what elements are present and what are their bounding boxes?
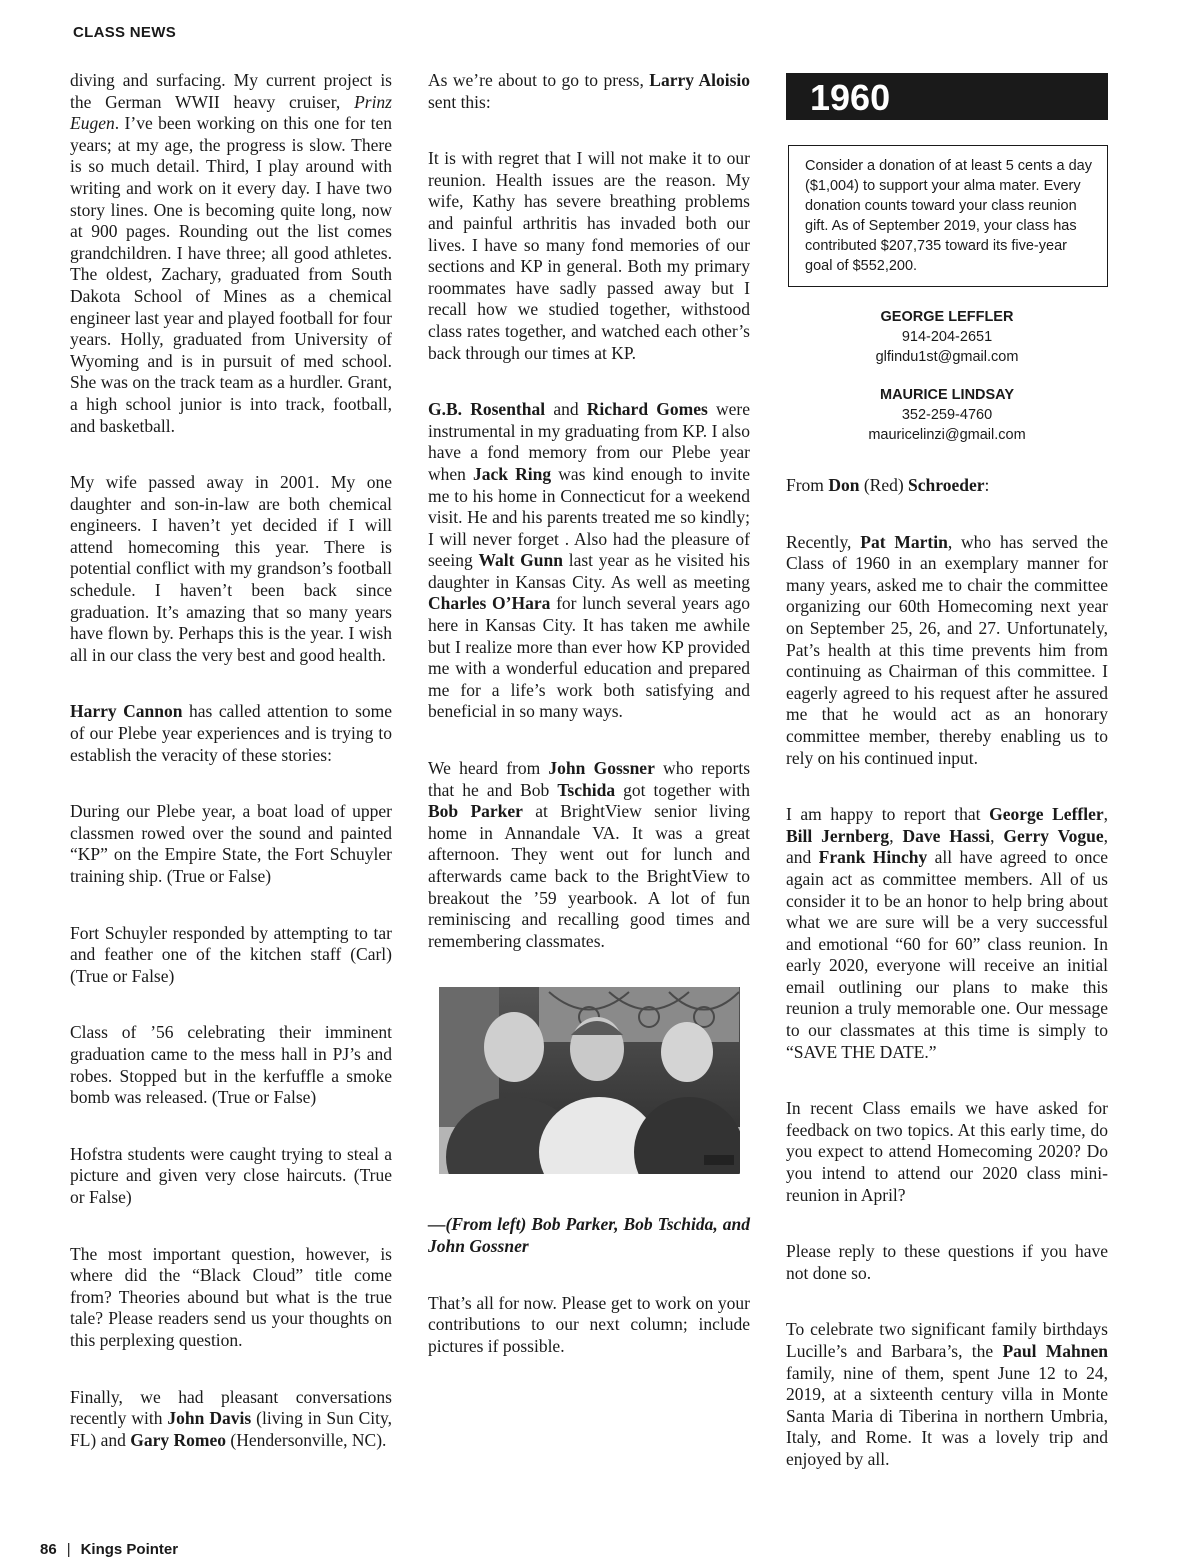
paragraph: It is with regret that I will not make it to our reunion. Health issues are the reason. My wife, Kathy has severe breathing problems and painful arthritis has invaded both our lives. I have so many fond memories of our sections and KP in general. Both my primary roommates have sadly passed away but I recall how we studied together, withstood class rates together, and watched each other’s back through our times at KP. — [428, 148, 750, 363]
paragraph: My wife passed away in 2001. My one daughter and son-in-law are both chemical engineers. I haven’t yet decided if I will attend homecoming this year. There is potential conflict with my grandson’s football schedule. I haven’t been back since graduation. It’s amazing that so many years have flown by. Perhaps this is the year. I wish all in our class the very best and good health. — [70, 472, 392, 665]
person-name: Schroeder — [908, 475, 985, 495]
text: We heard from — [428, 758, 549, 779]
text: were instrumental in my graduating from KP. I also have a fond memory from our Plebe year when — [428, 399, 750, 484]
class-year-banner: 1960 — [786, 73, 1108, 120]
footer-separator: | — [66, 1541, 71, 1558]
publication-name: Kings Pointer — [80, 1541, 179, 1558]
person-name: Jack Ring — [473, 463, 552, 484]
contact-phone: 914-204-2651 — [901, 329, 993, 345]
column-2 — [428, 70, 750, 1392]
paragraph: Please reply to these questions if you have not done so. — [786, 1241, 1108, 1283]
paragraph: During our Plebe year, a boat load of upper classmen rowed over the sound and painted “KP” on the Empire State, the Fort Schuyler training ship. (True or False) — [70, 801, 392, 886]
paragraph — [786, 475, 1108, 497]
person-name: Larry Aloisio — [649, 70, 750, 90]
contact-block — [786, 385, 1108, 445]
paragraph: Fort Schuyler responded by attempting to tar and feather one of the kitchen staff (Carl) (True or False) — [70, 922, 392, 986]
text: got together with — [615, 779, 750, 800]
contact-block — [786, 307, 1108, 367]
text: , who has served the Class of 1960 in an exemplary manner for many years, asked me to chair the committee organizing our 60th Homecoming next year on September 25, 26, and 27. Unfortunately, Pat’s health at this time prevents him from continuing as Chairman of this committee. I eagerly agreed to his request after he assured me that he would act as an honorary committee member, thereby enabling us to rely on his continued input. — [786, 531, 1108, 768]
paragraph — [428, 399, 750, 723]
paragraph: Class of ’56 celebrating their imminent graduation came to the mess hall in PJ’s and robes. Stopped but in the kerfuffle a smoke bomb was released. (True or False) — [70, 1022, 392, 1108]
person-name: Bill Jernberg — [786, 825, 890, 846]
contact-name: MAURICE LINDSAY — [879, 387, 1014, 403]
text: family, nine of them, spent June 12 to 24, 2019, at a sixteenth century villa in Monte Santa Maria di Tiberina in northern Umbria, Italy, and Rome. It was a lovely trip and enjoyed by all. — [786, 1362, 1108, 1469]
person-name: G.B. Rosenthal — [428, 399, 546, 420]
group-photo — [439, 987, 740, 1174]
paragraph — [70, 701, 392, 766]
paragraph: That’s all for now. Please get to work on your contributions to our next column; include pictures if possible. — [428, 1292, 750, 1356]
person-name: John Davis — [167, 1408, 252, 1429]
paragraph — [786, 1319, 1108, 1470]
text: From — [786, 475, 829, 495]
person-name: Paul Mahnen — [1002, 1341, 1108, 1361]
text: Finally, we had pleasant conversations recently with — [70, 1386, 392, 1429]
page-footer — [40, 1541, 178, 1558]
text: . I’ve been working on this one for ten years; at my age, the progress is slow. There is so much detail. Third, I play around with writing and work on it every day. I have two story lines. One is becoming quite long, now at 900 pages. Rounding out the list comes grandchildren. I have three; all good athletes. The oldest, Zachary, graduated from South Dakota School of Mines as a chemical engineer last year and played football for four years. Holly, graduated from University of Wyoming and is in pursuit of med school. She was on the track team as a hurdler. Grant, a high school junior is into track, football, and basketball. — [70, 113, 392, 436]
section-header: CLASS NEWS — [73, 24, 177, 41]
photo-caption: —(From left) Bob Parker, Bob Tschida, and John Gossner — [428, 1214, 750, 1256]
text: To celebrate two significant family birthdays Lucille’s and Barbara’s, the — [786, 1319, 1108, 1361]
paragraph: In recent Class emails we have asked for feedback on two topics. At this early time, do you expect to attend Homecoming 2020? Do you intend to attend our 2020 class mini-reunion in April? — [786, 1098, 1108, 1205]
text: (Hendersonville, NC). — [226, 1429, 387, 1450]
person-name: Harry Cannon — [70, 701, 183, 722]
person-name: Don — [828, 475, 860, 495]
group-photo-image — [439, 987, 740, 1174]
text: at BrightView senior living home in Annandale VA. It was a great afternoon. They went out for lunch and afterwards came back to the BrightView to breakout the ’59 yearbook. A lot of fun reminiscing and recalling good times and remembering classmates. — [428, 801, 751, 951]
text: sent this: — [428, 91, 491, 112]
text: last year as he visited his daughter in Kansas City. As well as meeting — [428, 550, 750, 592]
text: all have agreed to once again act as committee members. All of us consider it to be an honor to help bring about what we are sure will be a very successful and emotional “60 for 60” class reunion. In early 2020, everyone will receive an initial email outlining our plans to make this reunion a truly memorable one. Our message to our classmates at this time is simply to “SAVE THE DATE.” — [786, 847, 1108, 1062]
paragraph — [428, 70, 750, 113]
text: , — [990, 825, 1004, 846]
person-name: Richard Gomes — [586, 399, 708, 420]
person-name: George Leffler — [989, 804, 1104, 825]
person-name: Tschida — [557, 779, 616, 800]
text: was kind enough to invite me to his home in Connecticut for a weekend visit. He and his parents treated me so kindly; I will never forget . Also had the pleasure of seeing — [428, 463, 751, 571]
paragraph — [70, 70, 392, 437]
person-name: Gerry Vogue — [1003, 825, 1104, 846]
text: and — [545, 399, 587, 420]
person-name: Gary Romeo — [130, 1429, 227, 1450]
paragraph — [786, 532, 1108, 770]
text: As we’re about to go to press, — [428, 70, 650, 90]
person-name: Dave Hassi — [902, 825, 991, 846]
paragraph — [428, 758, 750, 952]
column-3 — [786, 73, 1108, 1506]
text: diving and surfacing. My current project is the German WWII heavy cruiser, — [70, 70, 392, 112]
text: (living in Sun City, FL) and — [70, 1408, 392, 1450]
text: who reports that he and Bob — [428, 758, 751, 800]
paragraph — [70, 1387, 392, 1452]
paragraph: The most important question, however, is where did the “Black Cloud” title come from? Theories abound but what is the true tale? Please readers send us your thoughts on this perplexing question. — [70, 1243, 392, 1350]
person-name: Bob Parker — [428, 801, 523, 822]
contact-phone: 352-259-4760 — [901, 407, 993, 423]
text: , — [889, 825, 903, 846]
paragraph: Hofstra students were caught trying to steal a picture and given very close haircuts. (True or False) — [70, 1143, 392, 1207]
text: has called attention to some of our Plebe year experiences and is trying to establish the veracity of these stories: — [70, 701, 393, 765]
text: : — [984, 475, 990, 495]
contact-email[interactable]: mauricelinzi@gmail.com — [868, 427, 1026, 443]
column-1 — [70, 70, 392, 1486]
person-name: Pat Martin — [860, 531, 948, 552]
person-name: Walt Gunn — [478, 550, 563, 571]
person-name: John Gossner — [548, 758, 655, 779]
text: , — [1103, 804, 1108, 825]
text: I am happy to report that — [786, 804, 990, 825]
text: Recently, — [786, 531, 861, 552]
text: , and — [786, 825, 1109, 868]
paragraph — [786, 804, 1108, 1063]
contact-email[interactable]: glfindu1st@gmail.com — [875, 349, 1019, 365]
donation-box: Consider a donation of at least 5 cents a day ($1,004) to support your alma mater. Every donation counts toward your class reunion gift. As of September 2019, your class has contributed $207,735 toward its five-year goal of $552,200. — [788, 145, 1108, 287]
contact-name: GEORGE LEFFLER — [880, 309, 1014, 325]
page-number: 86 — [40, 1541, 57, 1558]
text: for lunch several years ago here in Kansas City. It has taken me awhile but I realize more than ever how KP provided me with a wonderful education and prepared me for a life’s work both satisfying and beneficial in so many ways. — [428, 593, 750, 722]
text: (Red) — [859, 475, 909, 495]
person-name: Frank Hinchy — [818, 847, 928, 868]
ship-name: Prinz Eugen — [70, 91, 392, 134]
person-name: Charles O’Hara — [428, 593, 551, 614]
